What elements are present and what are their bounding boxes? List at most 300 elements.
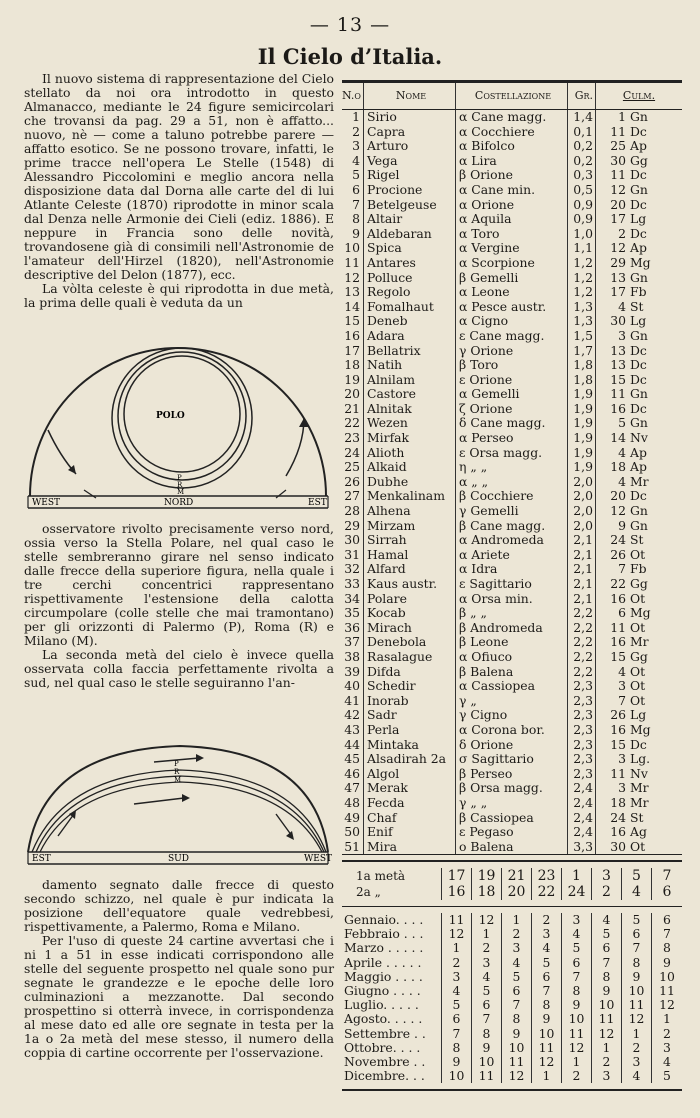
chart-number-cell: 11 xyxy=(659,982,675,998)
star-culmination xyxy=(596,533,682,548)
table-row xyxy=(342,489,682,504)
chart-number-cell: 3 xyxy=(622,1055,652,1069)
table-row xyxy=(342,752,682,767)
star-magnitude: 1,9 xyxy=(568,431,596,446)
table-row xyxy=(342,168,682,183)
star-culmination xyxy=(596,665,682,680)
hour-cell: 22 xyxy=(532,884,562,900)
second-half-label: 2a „ xyxy=(342,884,442,900)
table-row xyxy=(342,139,682,154)
table-row xyxy=(342,796,682,811)
star-number: 35 xyxy=(342,606,364,621)
star-culmination xyxy=(596,168,682,183)
culmination-month: Dc xyxy=(630,196,647,212)
star-culmination xyxy=(596,373,682,388)
chart-number-cell: 3 xyxy=(663,1039,671,1055)
header-culmination: Culm. xyxy=(622,89,656,102)
culmination-day: 17 xyxy=(610,284,626,300)
table-row xyxy=(342,562,682,577)
chart-number-cell: 12 xyxy=(502,1069,532,1083)
page-number: — 13 — xyxy=(309,14,391,36)
star-number: 28 xyxy=(342,504,364,519)
paragraph-4: La seconda metà del cielo è invece quella osservata colla faccia perfettamente rivolta a sud, nel qual caso le stelle seguiranno l'an- xyxy=(24,647,334,690)
star-magnitude: 0,9 xyxy=(568,198,596,213)
culmination-month: Nv xyxy=(630,765,648,781)
culmination-month: Gn xyxy=(630,503,648,519)
chart-number-cell: 4 xyxy=(592,913,622,927)
star-magnitude: 2,3 xyxy=(568,752,596,767)
culmination-day: 30 xyxy=(610,838,626,854)
culmination-month: St xyxy=(630,809,644,825)
chart-number-cell: 6 xyxy=(663,912,671,927)
star-magnitude: 1,2 xyxy=(568,271,596,286)
star-culmination xyxy=(596,489,682,504)
chart-number-cell: 12 xyxy=(592,1027,622,1041)
star-constellation: α Ariete xyxy=(456,548,568,563)
star-magnitude: 1,9 xyxy=(568,460,596,475)
chart-number-cell: 5 xyxy=(532,956,562,970)
star-table-header xyxy=(342,83,682,110)
culmination-month: Lg xyxy=(630,707,647,723)
star-name: Mira xyxy=(364,840,456,855)
arrow-icon xyxy=(69,810,76,819)
chart-number-cell: 7 xyxy=(532,984,562,998)
star-magnitude: 0,2 xyxy=(568,139,596,154)
culmination-day: 4 xyxy=(618,444,626,460)
chart-number-cell: 8 xyxy=(472,1027,502,1041)
culmination-day: 18 xyxy=(610,459,626,475)
star-constellation: α Bifolco xyxy=(456,139,568,154)
table-row xyxy=(342,314,682,329)
culmination-month: Ot xyxy=(630,546,646,562)
chart-number-cell: 9 xyxy=(663,954,671,970)
culmination-month: Gn xyxy=(630,109,648,124)
star-magnitude: 2,4 xyxy=(568,825,596,840)
culmination-month: Gn xyxy=(630,327,648,343)
star-culmination xyxy=(596,125,682,140)
culmination-day: 2 xyxy=(618,225,626,241)
table-row xyxy=(342,679,682,694)
star-number: 45 xyxy=(342,752,364,767)
star-constellation: ε Cane magg. xyxy=(456,329,568,344)
star-name: Wezen xyxy=(364,416,456,431)
hour-cell: 5 xyxy=(622,868,652,884)
star-name: Alfard xyxy=(364,562,456,577)
culmination-month: Ot xyxy=(630,678,646,694)
star-magnitude: 1,0 xyxy=(568,227,596,242)
chart-number-cell: 7 xyxy=(622,941,652,955)
culmination-month: Mr xyxy=(630,634,649,650)
culmination-month: Dc xyxy=(630,357,647,373)
star-constellation: α Perseo xyxy=(456,431,568,446)
star-number: 16 xyxy=(342,329,364,344)
header-name: Nome xyxy=(364,83,456,109)
chart-number-cell: 10 xyxy=(592,998,622,1012)
star-constellation: α Scorpione xyxy=(456,256,568,271)
hour-cell: 23 xyxy=(532,868,562,884)
culmination-month: Ot xyxy=(630,590,646,606)
star-constellation: δ Orione xyxy=(456,738,568,753)
star-constellation: α Toro xyxy=(456,227,568,242)
star-number: 11 xyxy=(342,256,364,271)
star-culmination xyxy=(596,460,682,475)
culmination-month: Lg. xyxy=(630,751,651,767)
star-constellation: α Cane magg. xyxy=(456,110,568,125)
star-number: 46 xyxy=(342,767,364,782)
chart-number-cell: 6 xyxy=(532,970,562,984)
star-culmination xyxy=(596,811,682,826)
star-culmination xyxy=(596,825,682,840)
star-constellation: α Orione xyxy=(456,198,568,213)
star-magnitude: 2,0 xyxy=(568,519,596,534)
star-name: Kaus austr. xyxy=(364,577,456,592)
sud-label: SUD xyxy=(168,854,189,864)
chart-number-cell: 12 xyxy=(472,913,502,927)
hour-cell: 21 xyxy=(502,868,532,884)
table-row xyxy=(342,402,682,417)
table-row xyxy=(342,329,682,344)
star-culmination xyxy=(596,475,682,490)
table-row xyxy=(342,577,682,592)
chart-number-cell: 9 xyxy=(472,1041,502,1055)
est-label: EST xyxy=(308,498,327,508)
star-number: 40 xyxy=(342,679,364,694)
first-half-label: 1a metà xyxy=(342,868,442,884)
table-row xyxy=(342,606,682,621)
star-name: Natih xyxy=(364,358,456,373)
star-number: 22 xyxy=(342,416,364,431)
culmination-day: 24 xyxy=(610,809,626,825)
star-name: Fomalhaut xyxy=(364,300,456,315)
p-label: P xyxy=(177,474,182,482)
culmination-day: 29 xyxy=(610,254,626,270)
star-number: 2 xyxy=(342,125,364,140)
star-name: Denebola xyxy=(364,635,456,650)
star-magnitude: 2,1 xyxy=(568,592,596,607)
star-constellation: γ „ xyxy=(456,694,568,709)
table-row xyxy=(342,241,682,256)
star-constellation: α Orsa min. xyxy=(456,592,568,607)
chart-number-cell: 6 xyxy=(502,984,532,998)
star-number: 42 xyxy=(342,708,364,723)
star-number: 18 xyxy=(342,358,364,373)
star-magnitude: 2,4 xyxy=(568,811,596,826)
star-culmination xyxy=(596,548,682,563)
star-magnitude: 3,3 xyxy=(568,840,596,855)
header-magnitude: Gr. xyxy=(568,83,596,109)
star-constellation: β Gemelli xyxy=(456,271,568,286)
star-culmination xyxy=(596,592,682,607)
star-name: Chaf xyxy=(364,811,456,826)
chart-number-cell: 6 xyxy=(442,1012,472,1026)
star-constellation: α Vergine xyxy=(456,241,568,256)
west-label: WEST xyxy=(32,498,60,508)
chart-number-cell: 8 xyxy=(502,1012,532,1026)
month-table-body xyxy=(342,913,682,1083)
star-constellation: α Cassiopea xyxy=(456,679,568,694)
chart-number-cell: 10 xyxy=(472,1055,502,1069)
star-magnitude: 2,1 xyxy=(568,533,596,548)
chart-number-cell: 4 xyxy=(442,984,472,998)
star-number: 36 xyxy=(342,621,364,636)
star-culmination xyxy=(596,285,682,300)
hour-cell: 3 xyxy=(592,868,622,884)
chart-number-cell: 9 xyxy=(562,998,592,1012)
chart-number-cell: 11 xyxy=(502,1055,532,1069)
star-culmination xyxy=(596,139,682,154)
chart-number-cell: 2 xyxy=(502,927,532,941)
star-culmination xyxy=(596,431,682,446)
culmination-month: Dc xyxy=(630,736,647,752)
culmination-month: Dc xyxy=(630,225,647,241)
star-magnitude: 1,3 xyxy=(568,314,596,329)
star-number: 39 xyxy=(342,665,364,680)
table-row xyxy=(342,256,682,271)
chart-number-cell: 5 xyxy=(562,941,592,955)
star-name: Perla xyxy=(364,723,456,738)
chart-number-cell: 12 xyxy=(659,997,675,1013)
month-label: Gennaio. . . . xyxy=(342,913,442,927)
star-name: Altair xyxy=(364,212,456,227)
month-table-header-1 xyxy=(342,868,682,884)
table-row xyxy=(342,300,682,315)
star-number: 4 xyxy=(342,154,364,169)
culmination-day: 11 xyxy=(610,386,626,402)
est-label: EST xyxy=(32,854,51,864)
star-number: 21 xyxy=(342,402,364,417)
star-magnitude: 2,2 xyxy=(568,665,596,680)
chart-number-cell: 12 xyxy=(562,1041,592,1055)
star-constellation: α Idra xyxy=(456,562,568,577)
star-number: 23 xyxy=(342,431,364,446)
table-row xyxy=(342,621,682,636)
star-magnitude: 0,5 xyxy=(568,183,596,198)
star-name: Dubhe xyxy=(364,475,456,490)
star-culmination xyxy=(596,241,682,256)
star-name: Bellatrix xyxy=(364,344,456,359)
chart-number-cell: 10 xyxy=(442,1069,472,1083)
star-name: Fecda xyxy=(364,796,456,811)
star-name: Alnitak xyxy=(364,402,456,417)
star-name: Mirzam xyxy=(364,519,456,534)
star-constellation: α Cigno xyxy=(456,314,568,329)
month-table-header-2 xyxy=(342,884,682,900)
star-constellation: σ Sagittario xyxy=(456,752,568,767)
west-label: WEST xyxy=(304,854,332,864)
culmination-day: 20 xyxy=(610,196,626,212)
month-label: Dicembre. . . xyxy=(342,1069,442,1083)
star-culmination xyxy=(596,767,682,782)
star-number: 6 xyxy=(342,183,364,198)
chart-number-cell: 6 xyxy=(592,941,622,955)
culmination-month: Dc xyxy=(630,488,647,504)
table-row xyxy=(342,227,682,242)
star-number: 38 xyxy=(342,650,364,665)
month-row xyxy=(342,1069,682,1083)
month-row xyxy=(342,1027,682,1041)
chart-number-cell: 3 xyxy=(472,956,502,970)
table-row xyxy=(342,358,682,373)
star-number: 29 xyxy=(342,519,364,534)
star-number: 9 xyxy=(342,227,364,242)
star-culmination xyxy=(596,110,682,125)
star-constellation: ε Pegaso xyxy=(456,825,568,840)
chart-number-cell: 3 xyxy=(562,913,592,927)
star-culmination xyxy=(596,358,682,373)
star-culmination xyxy=(596,650,682,665)
hour-cell: 2 xyxy=(592,884,622,900)
month-label: Marzo . . . . . xyxy=(342,941,442,955)
star-culmination xyxy=(596,708,682,723)
table-row xyxy=(342,154,682,169)
star-number: 33 xyxy=(342,577,364,592)
culmination-day: 11 xyxy=(610,123,626,139)
culmination-day: 3 xyxy=(618,327,626,343)
north-sky-diagram xyxy=(24,346,334,512)
star-table-body xyxy=(342,110,682,854)
table-row xyxy=(342,533,682,548)
star-number: 1 xyxy=(342,110,364,125)
arrow-icon xyxy=(182,794,190,802)
hour-cell: 19 xyxy=(472,868,502,884)
culmination-day: 15 xyxy=(610,648,626,664)
month-row xyxy=(342,956,682,970)
star-name: Rasalague xyxy=(364,650,456,665)
star-number: 44 xyxy=(342,738,364,753)
r-label: R xyxy=(174,768,180,776)
star-culmination xyxy=(596,635,682,650)
chart-number-cell: 2 xyxy=(562,1069,592,1083)
r-label: R xyxy=(177,481,183,489)
culmination-month: St xyxy=(630,532,644,548)
star-constellation: β Orsa magg. xyxy=(456,781,568,796)
star-constellation: β Orione xyxy=(456,168,568,183)
chart-number-cell: 9 xyxy=(442,1055,472,1069)
star-magnitude: 2,3 xyxy=(568,694,596,709)
chart-number-cell: 11 xyxy=(532,1041,562,1055)
star-magnitude: 1,2 xyxy=(568,285,596,300)
month-row xyxy=(342,941,682,955)
chart-number-cell: 5 xyxy=(502,970,532,984)
star-name: Sadr xyxy=(364,708,456,723)
culmination-day: 24 xyxy=(610,532,626,548)
star-constellation: α Gemelli xyxy=(456,387,568,402)
table-row xyxy=(342,665,682,680)
hour-cell: 20 xyxy=(502,884,532,900)
table-row xyxy=(342,344,682,359)
chart-number-cell: 12 xyxy=(442,927,472,941)
star-name: Alsadirah 2a xyxy=(364,752,456,767)
m-label: M xyxy=(174,776,182,784)
culmination-day: 12 xyxy=(610,181,626,197)
star-culmination xyxy=(596,781,682,796)
table-row xyxy=(342,460,682,475)
star-culmination xyxy=(596,577,682,592)
table-row xyxy=(342,212,682,227)
star-name: Schedir xyxy=(364,679,456,694)
chart-number-cell: 1 xyxy=(663,1011,671,1027)
chart-number-cell: 11 xyxy=(442,913,472,927)
star-constellation: β Cane magg. xyxy=(456,519,568,534)
table-row xyxy=(342,767,682,782)
star-magnitude: 2,2 xyxy=(568,635,596,650)
m-label: M xyxy=(177,488,185,496)
chart-number-cell: 5 xyxy=(442,998,472,1012)
star-culmination xyxy=(596,402,682,417)
chart-number-cell: 2 xyxy=(532,913,562,927)
star-number: 34 xyxy=(342,592,364,607)
chart-number-cell: 9 xyxy=(532,1012,562,1026)
star-number: 27 xyxy=(342,489,364,504)
star-magnitude: 1,2 xyxy=(568,256,596,271)
culmination-day: 26 xyxy=(610,707,626,723)
culmination-day: 26 xyxy=(610,546,626,562)
star-name: Aldebaran xyxy=(364,227,456,242)
star-number: 14 xyxy=(342,300,364,315)
page-title: Il Cielo d’Italia. xyxy=(257,44,443,69)
chart-number-cell: 10 xyxy=(532,1027,562,1041)
polo-label: POLO xyxy=(156,411,185,421)
table-row xyxy=(342,811,682,826)
chart-number-cell: 11 xyxy=(592,1012,622,1026)
chart-number-cell: 4 xyxy=(472,970,502,984)
star-name: Arturo xyxy=(364,139,456,154)
star-culmination xyxy=(596,504,682,519)
table-row xyxy=(342,840,682,855)
star-culmination xyxy=(596,679,682,694)
header-number: N.o xyxy=(342,83,364,109)
star-name: Mirach xyxy=(364,621,456,636)
star-number: 7 xyxy=(342,198,364,213)
culmination-month: Nv xyxy=(630,430,648,446)
star-magnitude: 2,1 xyxy=(568,577,596,592)
month-row xyxy=(342,998,682,1012)
chart-number-cell: 12 xyxy=(622,1012,652,1026)
paragraph-6: Per l'uso di queste 24 cartine avvertasi che i ni 1 a 51 in esse indicati corrispondono alle stelle del seguente prospetto nel quale sono pur segnate le grandezze e le epoche delle loro culminazioni a mezzanotte. Dal secondo prospettino si otterrà invece, in corrispondenza al mese dato ed alle ore segnate in testa per la 1a o 2a metà del mese stesso, il numero della coppia di cartine occorrente per l'osservazione. xyxy=(24,933,334,1060)
culmination-month: Mr xyxy=(630,473,649,489)
hour-cell: 17 xyxy=(442,868,472,884)
star-name: Menkalinam xyxy=(364,489,456,504)
star-magnitude: 1,9 xyxy=(568,402,596,417)
culmination-month: Ap xyxy=(630,459,647,475)
culmination-day: 1 xyxy=(618,109,626,124)
chart-number-cell: 4 xyxy=(622,1069,652,1083)
culmination-day: 20 xyxy=(610,488,626,504)
star-constellation: α „ „ xyxy=(456,475,568,490)
chart-number-cell: 7 xyxy=(663,926,671,942)
star-magnitude: 1,8 xyxy=(568,373,596,388)
culmination-month: Gn xyxy=(630,415,648,431)
star-magnitude: 1,9 xyxy=(568,387,596,402)
chart-number-cell: 3 xyxy=(442,970,472,984)
star-constellation: α Cocchiere xyxy=(456,125,568,140)
star-magnitude: 1,4 xyxy=(568,110,596,125)
chart-number-cell: 8 xyxy=(442,1041,472,1055)
table-row xyxy=(342,125,682,140)
hour-cell: 1 xyxy=(562,868,592,884)
star-number: 47 xyxy=(342,781,364,796)
chart-number-cell: 1 xyxy=(622,1027,652,1041)
south-sky-diagram xyxy=(24,740,334,870)
star-culmination xyxy=(596,271,682,286)
culmination-day: 9 xyxy=(618,517,626,533)
star-constellation: α Corona bor. xyxy=(456,723,568,738)
chart-number-cell: 11 xyxy=(562,1027,592,1041)
star-constellation: α Andromeda xyxy=(456,533,568,548)
star-number: 51 xyxy=(342,840,364,855)
star-name: Procione xyxy=(364,183,456,198)
culmination-day: 13 xyxy=(610,269,626,285)
